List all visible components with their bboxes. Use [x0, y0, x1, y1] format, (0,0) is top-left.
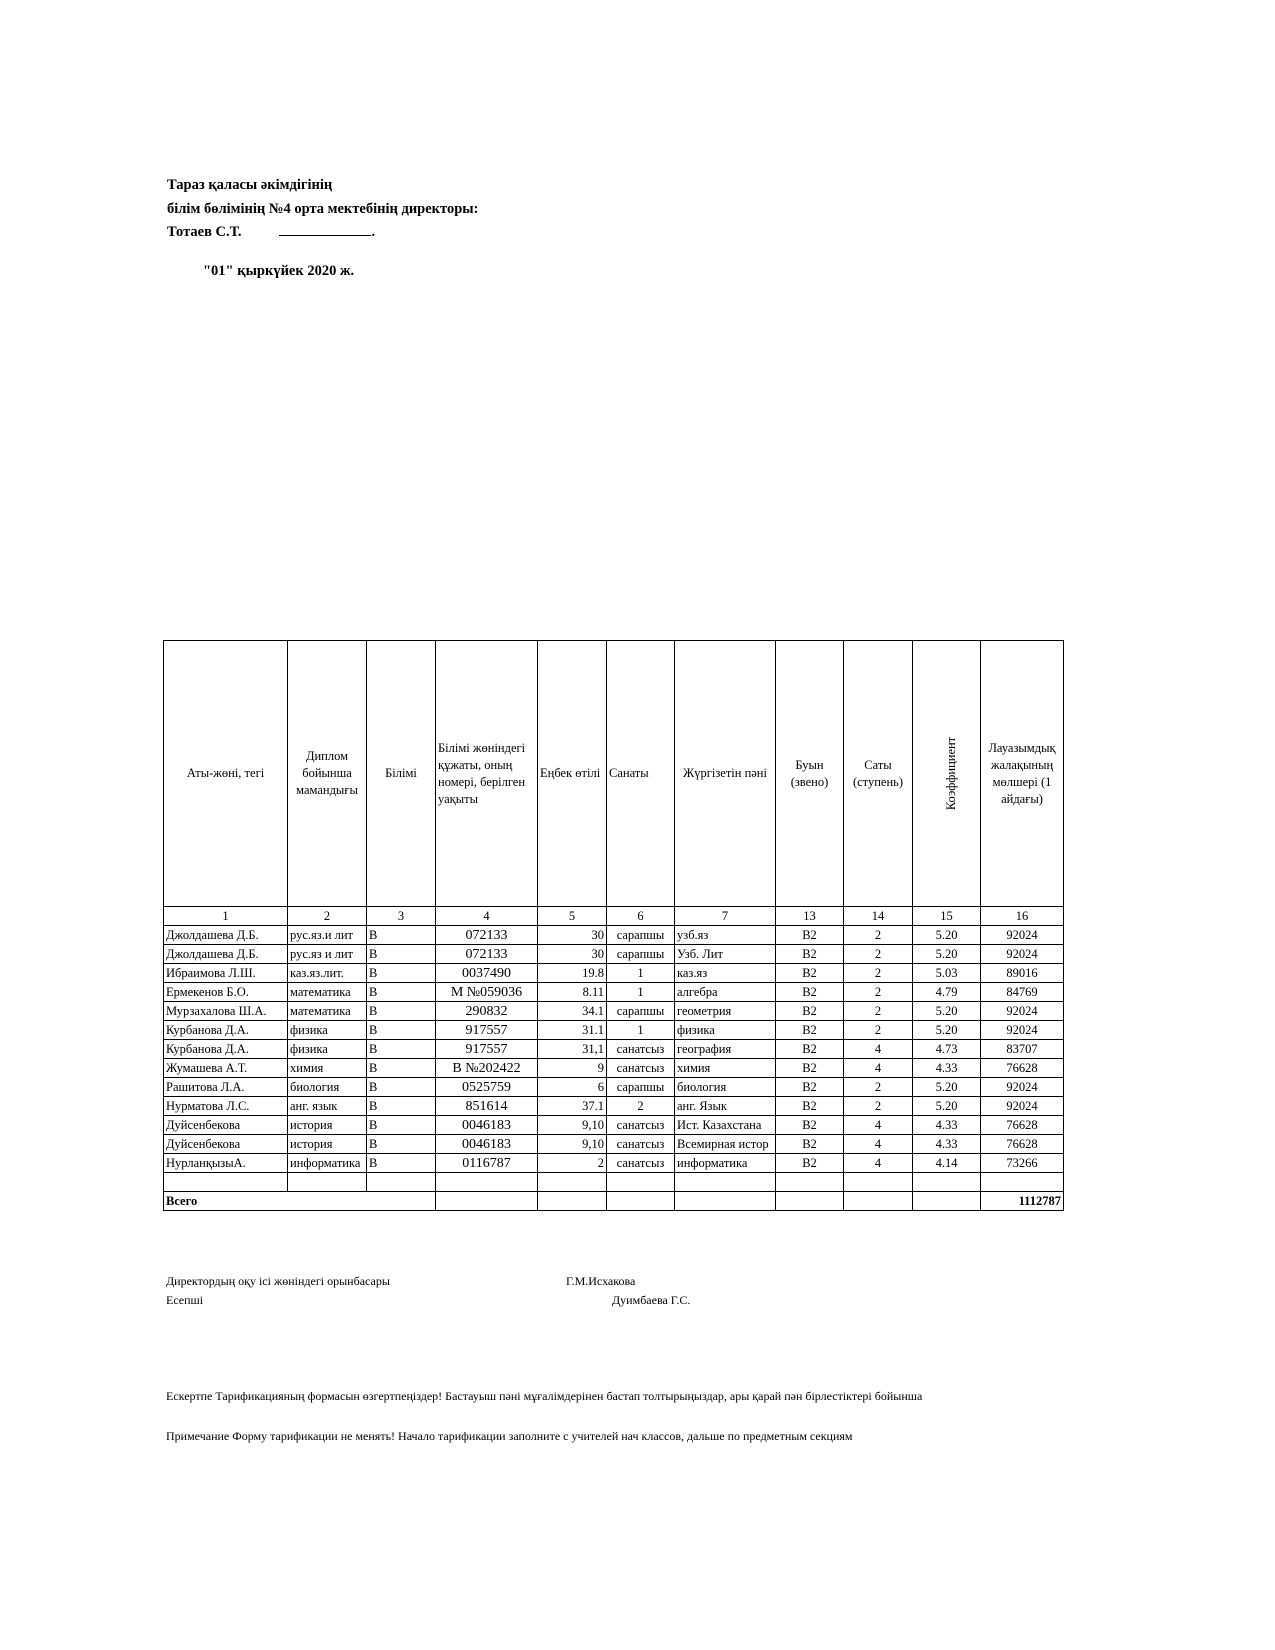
cell-subject: геометрия	[675, 1002, 776, 1021]
cell-document: 851614	[436, 1097, 538, 1116]
cell-experience: 19.8	[538, 964, 607, 983]
column-number: 1	[164, 907, 288, 926]
cell-level: В2	[776, 926, 844, 945]
cell-level: В2	[776, 1154, 844, 1173]
column-number: 16	[981, 907, 1064, 926]
cell-stage: 4	[844, 1154, 913, 1173]
cell-level: В2	[776, 1002, 844, 1021]
total-label: Всего	[164, 1192, 436, 1211]
table-row	[164, 1021, 1064, 1040]
cell-name: Джолдашева Д.Б.	[164, 926, 288, 945]
cell-document: 072133	[436, 945, 538, 964]
cell-name: Курбанова Д.А.	[164, 1021, 288, 1040]
cell-document: В №202422	[436, 1059, 538, 1078]
cell-name: Дуйсенбекова	[164, 1116, 288, 1135]
header-level: Буын (звено)	[776, 641, 844, 907]
cell-coefficient: 4.14	[913, 1154, 981, 1173]
header-salary: Лауазымдық жалақының мөлшері (1 айдағы)	[981, 641, 1064, 907]
cell-category: 1	[607, 983, 675, 1002]
deputy-title: Директордың оқу ісі жөніндегі орынбасары	[166, 1274, 390, 1288]
column-number: 6	[607, 907, 675, 926]
cell-category: сарапшы	[607, 926, 675, 945]
table-row	[164, 964, 1064, 983]
cell-coefficient: 4.33	[913, 1116, 981, 1135]
cell-level: В2	[776, 1097, 844, 1116]
table-row	[164, 983, 1064, 1002]
cell-category: санатсыз	[607, 1059, 675, 1078]
cell-subject: узб.яз	[675, 926, 776, 945]
cell-coefficient: 5.20	[913, 926, 981, 945]
cell-salary: 76628	[981, 1059, 1064, 1078]
cell-diploma: анг. язык	[288, 1097, 367, 1116]
table-row	[164, 1078, 1064, 1097]
cell-education: В	[367, 1097, 436, 1116]
cell-level: В2	[776, 945, 844, 964]
cell-document: 0037490	[436, 964, 538, 983]
signature-line	[279, 222, 371, 236]
cell-diploma: биология	[288, 1078, 367, 1097]
header-line-1: Тараз қаласы әкімдігінің	[167, 177, 333, 193]
empty-row	[164, 1173, 1064, 1192]
cell-salary: 92024	[981, 1097, 1064, 1116]
cell-diploma: математика	[288, 1002, 367, 1021]
cell-category: 2	[607, 1097, 675, 1116]
cell-subject: Узб. Лит	[675, 945, 776, 964]
cell-stage: 2	[844, 964, 913, 983]
cell-category: санатсыз	[607, 1040, 675, 1059]
cell-experience: 31,1	[538, 1040, 607, 1059]
cell-diploma: информатика	[288, 1154, 367, 1173]
director-name: Тотаев С.Т.	[167, 224, 242, 240]
cell-name: Дуйсенбекова	[164, 1135, 288, 1154]
table-row	[164, 926, 1064, 945]
cell-salary: 76628	[981, 1135, 1064, 1154]
cell-experience: 34.1	[538, 1002, 607, 1021]
cell-experience: 6	[538, 1078, 607, 1097]
cell-document: М №059036	[436, 983, 538, 1002]
cell-salary: 84769	[981, 983, 1064, 1002]
cell-coefficient: 4.73	[913, 1040, 981, 1059]
cell-salary: 92024	[981, 1002, 1064, 1021]
column-number: 13	[776, 907, 844, 926]
accountant-title: Есепші	[166, 1293, 204, 1307]
cell-stage: 4	[844, 1116, 913, 1135]
cell-salary: 92024	[981, 1078, 1064, 1097]
cell-education: В	[367, 945, 436, 964]
cell-subject: каз.яз	[675, 964, 776, 983]
column-number: 3	[367, 907, 436, 926]
cell-stage: 2	[844, 945, 913, 964]
cell-experience: 30	[538, 945, 607, 964]
header-document: Білімі жөніндегі құжаты, оның номері, берілген уақыты	[436, 641, 538, 907]
cell-salary: 89016	[981, 964, 1064, 983]
cell-level: В2	[776, 964, 844, 983]
column-number: 15	[913, 907, 981, 926]
table-row	[164, 1135, 1064, 1154]
cell-diploma: физика	[288, 1021, 367, 1040]
cell-subject: биология	[675, 1078, 776, 1097]
cell-diploma: рус.яз.и лит	[288, 926, 367, 945]
header-stage: Саты (ступень)	[844, 641, 913, 907]
cell-subject: Ист. Казахстана	[675, 1116, 776, 1135]
header-coefficient	[913, 641, 981, 907]
cell-coefficient: 4.33	[913, 1059, 981, 1078]
cell-education: В	[367, 964, 436, 983]
cell-stage: 4	[844, 1135, 913, 1154]
cell-salary: 73266	[981, 1154, 1064, 1173]
table-row	[164, 1097, 1064, 1116]
header-director-line	[167, 222, 375, 241]
cell-experience: 30	[538, 926, 607, 945]
cell-subject: информатика	[675, 1154, 776, 1173]
coefficient-label: Коэффициент	[944, 736, 959, 811]
cell-category: сарапшы	[607, 945, 675, 964]
cell-experience: 9	[538, 1059, 607, 1078]
total-value: 1112787	[981, 1192, 1064, 1211]
cell-diploma: каз.яз.лит.	[288, 964, 367, 983]
cell-category: 1	[607, 1021, 675, 1040]
table-row	[164, 1154, 1064, 1173]
cell-diploma: математика	[288, 983, 367, 1002]
cell-category: санатсыз	[607, 1154, 675, 1173]
cell-education: В	[367, 1154, 436, 1173]
cell-subject: физика	[675, 1021, 776, 1040]
cell-level: В2	[776, 1040, 844, 1059]
cell-stage: 2	[844, 1002, 913, 1021]
cell-coefficient: 4.79	[913, 983, 981, 1002]
cell-stage: 2	[844, 983, 913, 1002]
header-subject: Жүргізетін пәні	[675, 641, 776, 907]
signature-suffix: .	[371, 224, 376, 240]
total-row	[164, 1192, 1064, 1211]
cell-salary: 83707	[981, 1040, 1064, 1059]
cell-stage: 2	[844, 1021, 913, 1040]
cell-coefficient: 5.03	[913, 964, 981, 983]
cell-diploma: рус.яз и лит	[288, 945, 367, 964]
accountant-name: Дуимбаева Г.С.	[612, 1293, 691, 1307]
cell-education: В	[367, 926, 436, 945]
column-number-row	[164, 907, 1064, 926]
cell-subject: химия	[675, 1059, 776, 1078]
cell-education: В	[367, 1040, 436, 1059]
cell-salary: 92024	[981, 926, 1064, 945]
cell-level: В2	[776, 1116, 844, 1135]
cell-name: Джолдашева Д.Б.	[164, 945, 288, 964]
cell-name: Рашитова Л.А.	[164, 1078, 288, 1097]
cell-document: 0046183	[436, 1116, 538, 1135]
cell-category: сарапшы	[607, 1002, 675, 1021]
cell-name: Нурматова Л.С.	[164, 1097, 288, 1116]
cell-category: санатсыз	[607, 1135, 675, 1154]
table-row	[164, 1040, 1064, 1059]
cell-level: В2	[776, 1135, 844, 1154]
cell-salary: 92024	[981, 1021, 1064, 1040]
cell-education: В	[367, 983, 436, 1002]
cell-coefficient: 5.20	[913, 1078, 981, 1097]
cell-level: В2	[776, 983, 844, 1002]
header-date: "01" қыркүйек 2020 ж.	[203, 263, 355, 279]
cell-document: 0116787	[436, 1154, 538, 1173]
header-experience: Еңбек өтілі	[538, 641, 607, 907]
cell-name: НурланқызыА.	[164, 1154, 288, 1173]
cell-stage: 2	[844, 926, 913, 945]
column-number: 14	[844, 907, 913, 926]
cell-coefficient: 5.20	[913, 1002, 981, 1021]
table-row	[164, 1059, 1064, 1078]
column-number: 2	[288, 907, 367, 926]
header-diploma: Диплом бойынша мамандығы	[288, 641, 367, 907]
cell-experience: 8.11	[538, 983, 607, 1002]
cell-stage: 2	[844, 1078, 913, 1097]
header-category: Санаты	[607, 641, 675, 907]
table-body	[164, 926, 1064, 1173]
cell-education: В	[367, 1078, 436, 1097]
column-number: 4	[436, 907, 538, 926]
cell-name: Ермекенов Б.О.	[164, 983, 288, 1002]
table-header-row	[164, 641, 1064, 907]
column-number: 5	[538, 907, 607, 926]
cell-education: В	[367, 1116, 436, 1135]
cell-document: 917557	[436, 1021, 538, 1040]
cell-category: 1	[607, 964, 675, 983]
cell-coefficient: 5.20	[913, 945, 981, 964]
cell-education: В	[367, 1059, 436, 1078]
cell-document: 290832	[436, 1002, 538, 1021]
table-row	[164, 1002, 1064, 1021]
cell-experience: 9,10	[538, 1135, 607, 1154]
cell-education: В	[367, 1021, 436, 1040]
cell-category: сарапшы	[607, 1078, 675, 1097]
cell-level: В2	[776, 1078, 844, 1097]
cell-name: Ибраимова Л.Ш.	[164, 964, 288, 983]
cell-stage: 4	[844, 1040, 913, 1059]
cell-category: санатсыз	[607, 1116, 675, 1135]
cell-name: Курбанова Д.А.	[164, 1040, 288, 1059]
tarification-table	[163, 640, 1064, 1211]
cell-name: Жумашева А.Т.	[164, 1059, 288, 1078]
note-kazakh: Ескертпе Тарификацияның формасын өзгертпеңіздер! Бастауыш пәні мұғалімдерінен бастап толтырыңыздар, ары қарай пән бірлестіктері бойынша	[166, 1389, 923, 1403]
cell-coefficient: 5.20	[913, 1021, 981, 1040]
cell-experience: 37.1	[538, 1097, 607, 1116]
cell-experience: 2	[538, 1154, 607, 1173]
table-row	[164, 1116, 1064, 1135]
header-line-2: білім бөлімінің №4 орта мектебінің директоры:	[167, 201, 479, 217]
cell-subject: Всемирная истор	[675, 1135, 776, 1154]
deputy-name: Г.М.Исхакова	[566, 1274, 636, 1288]
cell-level: В2	[776, 1021, 844, 1040]
cell-document: 0525759	[436, 1078, 538, 1097]
cell-diploma: история	[288, 1135, 367, 1154]
table-row	[164, 945, 1064, 964]
cell-education: В	[367, 1002, 436, 1021]
cell-name: Мурзахалова Ш.А.	[164, 1002, 288, 1021]
cell-salary: 76628	[981, 1116, 1064, 1135]
cell-education: В	[367, 1135, 436, 1154]
cell-level: В2	[776, 1059, 844, 1078]
cell-stage: 2	[844, 1097, 913, 1116]
cell-document: 0046183	[436, 1135, 538, 1154]
cell-salary: 92024	[981, 945, 1064, 964]
cell-experience: 9,10	[538, 1116, 607, 1135]
cell-subject: география	[675, 1040, 776, 1059]
cell-diploma: история	[288, 1116, 367, 1135]
header-education: Білімі	[367, 641, 436, 907]
cell-stage: 4	[844, 1059, 913, 1078]
cell-coefficient: 5.20	[913, 1097, 981, 1116]
cell-diploma: химия	[288, 1059, 367, 1078]
header-name: Аты-жөні, тегі	[164, 641, 288, 907]
cell-experience: 31.1	[538, 1021, 607, 1040]
cell-coefficient: 4.33	[913, 1135, 981, 1154]
column-number: 7	[675, 907, 776, 926]
note-russian: Примечание Форму тарификации не менять! Начало тарификации заполните с учителей нач классов, дальше по предметным секциям	[166, 1429, 853, 1443]
cell-document: 917557	[436, 1040, 538, 1059]
cell-diploma: физика	[288, 1040, 367, 1059]
cell-subject: анг. Язык	[675, 1097, 776, 1116]
cell-subject: алгебра	[675, 983, 776, 1002]
cell-document: 072133	[436, 926, 538, 945]
